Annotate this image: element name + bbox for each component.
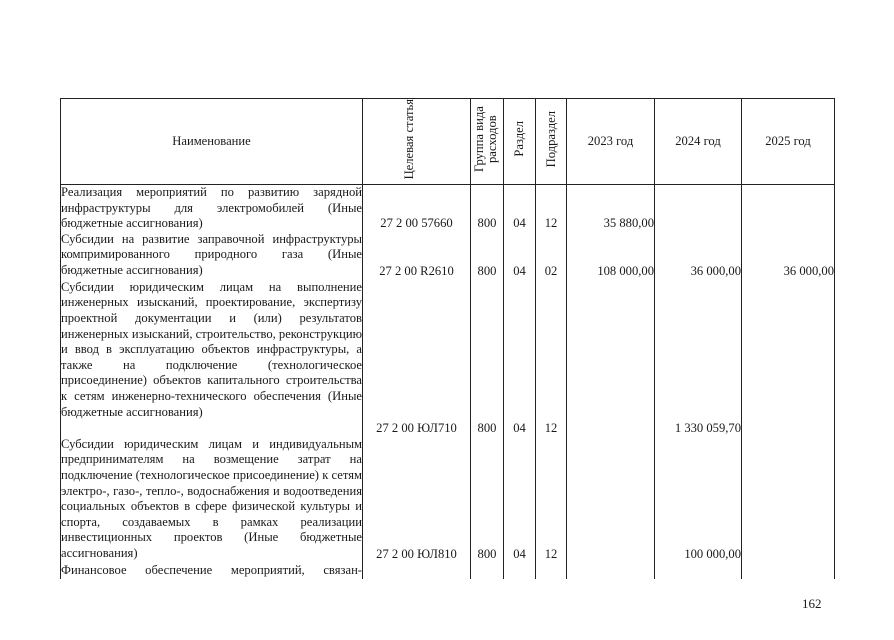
row-name: Финансовое обеспечение мероприятий, связан- [61, 562, 362, 577]
row-group: 800 [471, 232, 504, 280]
row-target: 27 2 00 ЮЛ710 [363, 280, 471, 437]
row-2024: 100 000,00 [655, 437, 742, 563]
row-section: 04 [504, 232, 536, 280]
row-section: 04 [504, 280, 536, 437]
row-name: Субсидии юридическим лицам и индивидуальным предпринимателям на возмещение затрат на подключение (технологическое присоединение) к сетям электро-, газо-, тепло-, водоснабжения и водоотведения социальных объектов в сфере физической культуры и спорта, создаваемых в рамках реализации инвестиционных проектов (Иные бюджетные ассигнования) [61, 437, 363, 563]
row-subsection: 12 [536, 437, 567, 563]
header-group: Группа вида расходов [471, 99, 504, 185]
row-subsection: 12 [536, 280, 567, 437]
row-2023 [567, 280, 655, 437]
header-section: Раздел [504, 99, 536, 185]
row-2024 [655, 563, 742, 579]
header-name: Наименование [61, 99, 363, 185]
row-subsection [536, 563, 567, 579]
row-name: Субсидии на развитие заправочной инфраструктуры компримированного природного газа (Иные бюджетные ассигнования) [61, 232, 363, 280]
row-2024: 1 330 059,70 [655, 280, 742, 437]
row-group: 800 [471, 280, 504, 437]
row-2025 [742, 280, 835, 437]
row-2024: 36 000,00 [655, 232, 742, 280]
row-section: 04 [504, 185, 536, 232]
header-target: Целевая статья [363, 99, 471, 185]
table-row [61, 280, 835, 437]
row-target: 27 2 00 R2610 [363, 232, 471, 280]
header-subsection: Подраздел [536, 99, 567, 185]
row-2023: 35 880,00 [567, 185, 655, 232]
row-2023 [567, 437, 655, 563]
row-target [363, 563, 471, 579]
row-group: 800 [471, 437, 504, 563]
table-row [61, 232, 835, 280]
row-group: 800 [471, 185, 504, 232]
row-2025 [742, 563, 835, 579]
row-group [471, 563, 504, 579]
row-2025: 36 000,00 [742, 232, 835, 280]
row-section: 04 [504, 437, 536, 563]
row-2023 [567, 563, 655, 579]
page-number: 162 [802, 596, 822, 611]
row-name: Субсидии юридическим лицам на выполнение инженерных изысканий, проектирование, экспертизу проектной документации и (или) результатов инженерных изысканий, строительство, реконструкцию и ввод в эксплуатацию объектов инфраструктуры, а также на подключение (технологическое присоединение) объектов капитального строительства к сетям инженерно-технического обеспечения (Иные бюджетные ассигнования) [61, 280, 363, 437]
header-2024: 2024 год [655, 99, 742, 185]
header-2023: 2023 год [567, 99, 655, 185]
table-header-row [61, 99, 835, 185]
row-2023: 108 000,00 [567, 232, 655, 280]
row-subsection: 12 [536, 185, 567, 232]
row-target: 27 2 00 57660 [363, 185, 471, 232]
budget-table [60, 98, 835, 579]
row-2025 [742, 437, 835, 563]
row-subsection: 02 [536, 232, 567, 280]
table-row [61, 563, 835, 579]
row-target: 27 2 00 ЮЛ810 [363, 437, 471, 563]
row-name: Реализация мероприятий по развитию зарядной инфраструктуры для электромобилей (Иные бюджетные ассигнования) [61, 185, 362, 231]
header-2025: 2025 год [742, 99, 835, 185]
row-2024 [655, 185, 742, 232]
row-2025 [742, 185, 835, 232]
table-row [61, 437, 835, 563]
table-row [61, 185, 835, 232]
row-section [504, 563, 536, 579]
